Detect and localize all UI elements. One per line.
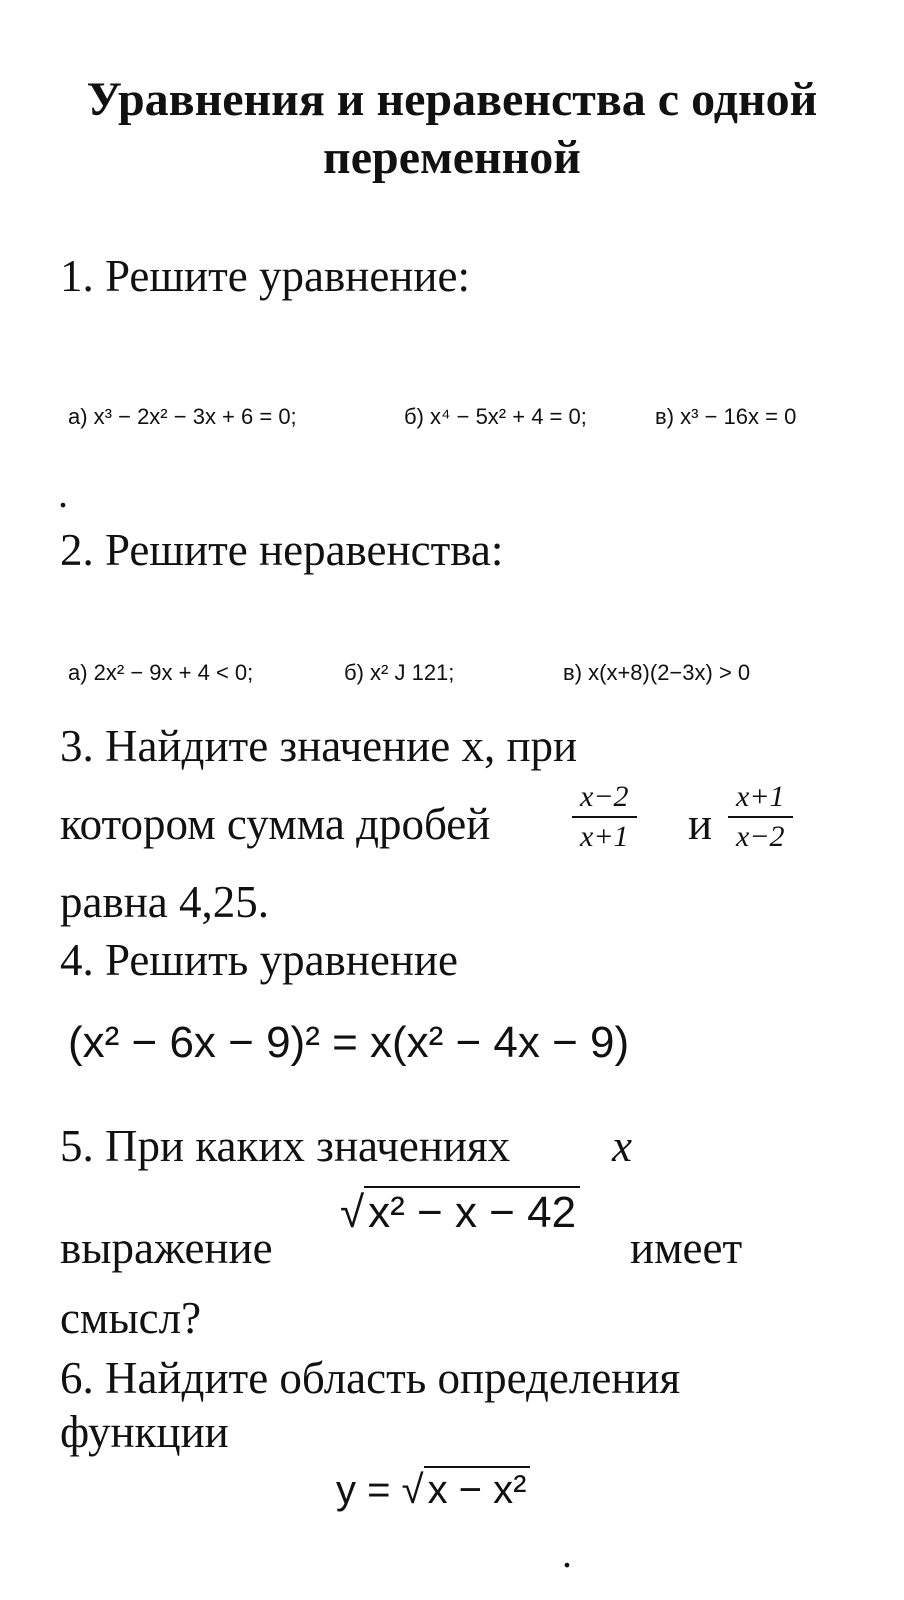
task-5-word-before: выражение: [60, 1223, 273, 1273]
task-3-line-3: равна 4,25.: [60, 877, 270, 927]
fraction-1-bar: [572, 816, 637, 818]
task-1-heading: 1. Решите уравнение:: [60, 251, 470, 301]
task-5-variable: x: [612, 1121, 632, 1171]
task-6-radicand: x − x²: [424, 1466, 531, 1513]
sqrt-icon: √: [340, 1188, 365, 1237]
task-3-line-2-text: котором сумма дробей: [60, 799, 491, 849]
task-6-lhs: y =: [336, 1468, 391, 1512]
fraction-1-numerator: x−2: [580, 780, 629, 813]
end-dot: .: [562, 1531, 572, 1576]
task-2-heading: 2. Решите неравенства:: [60, 525, 504, 575]
task-5-line-3: смысл?: [60, 1293, 202, 1343]
task-3-line-1: 3. Найдите значение х, при: [60, 721, 578, 771]
task-6-line-1: 6. Найдите область определения: [60, 1353, 681, 1403]
task-3-conjunction: и: [688, 799, 713, 849]
task-6-function: [336, 1466, 530, 1513]
task-2-inequality-c: в) x(x+8)(2−3x) > 0: [563, 660, 751, 685]
page-title-line-1: Уравнения и неравенства с одной: [86, 73, 818, 126]
fraction-2-numerator: x+1: [736, 780, 785, 813]
fraction-2-bar: [728, 816, 793, 818]
task-4-equation: (x² − 6x − 9)² = x(x² − 4x − 9): [68, 1018, 630, 1067]
fraction-1: [572, 780, 637, 854]
task-5-line-1: 5. При каких значениях: [60, 1121, 511, 1171]
sqrt-icon: √: [401, 1468, 424, 1512]
task-1-equation-b: б) x⁴ − 5x² + 4 = 0;: [404, 404, 587, 429]
task-5-radicand: x² − x − 42: [364, 1186, 580, 1238]
fraction-2: [728, 780, 793, 854]
task-1-equation-a: а) x³ − 2x² − 3x + 6 = 0;: [68, 404, 297, 429]
task-4-heading: 4. Решить уравнение: [60, 935, 458, 985]
fraction-2-denominator: x−2: [736, 820, 785, 853]
task-2-inequality-b: б) x² J 121;: [344, 660, 455, 685]
task-1-equation-c: в) x³ − 16x = 0: [655, 404, 797, 429]
task-6-line-2: функции: [60, 1407, 229, 1457]
stray-dot: .: [58, 471, 68, 516]
page-title-line-2: переменной: [323, 131, 581, 184]
fraction-1-denominator: x+1: [580, 820, 629, 853]
task-5-sqrt-expression: [340, 1186, 580, 1238]
task-5-word-after: имеет: [630, 1223, 743, 1273]
task-2-inequality-a: а) 2x² − 9x + 4 < 0;: [68, 660, 254, 685]
